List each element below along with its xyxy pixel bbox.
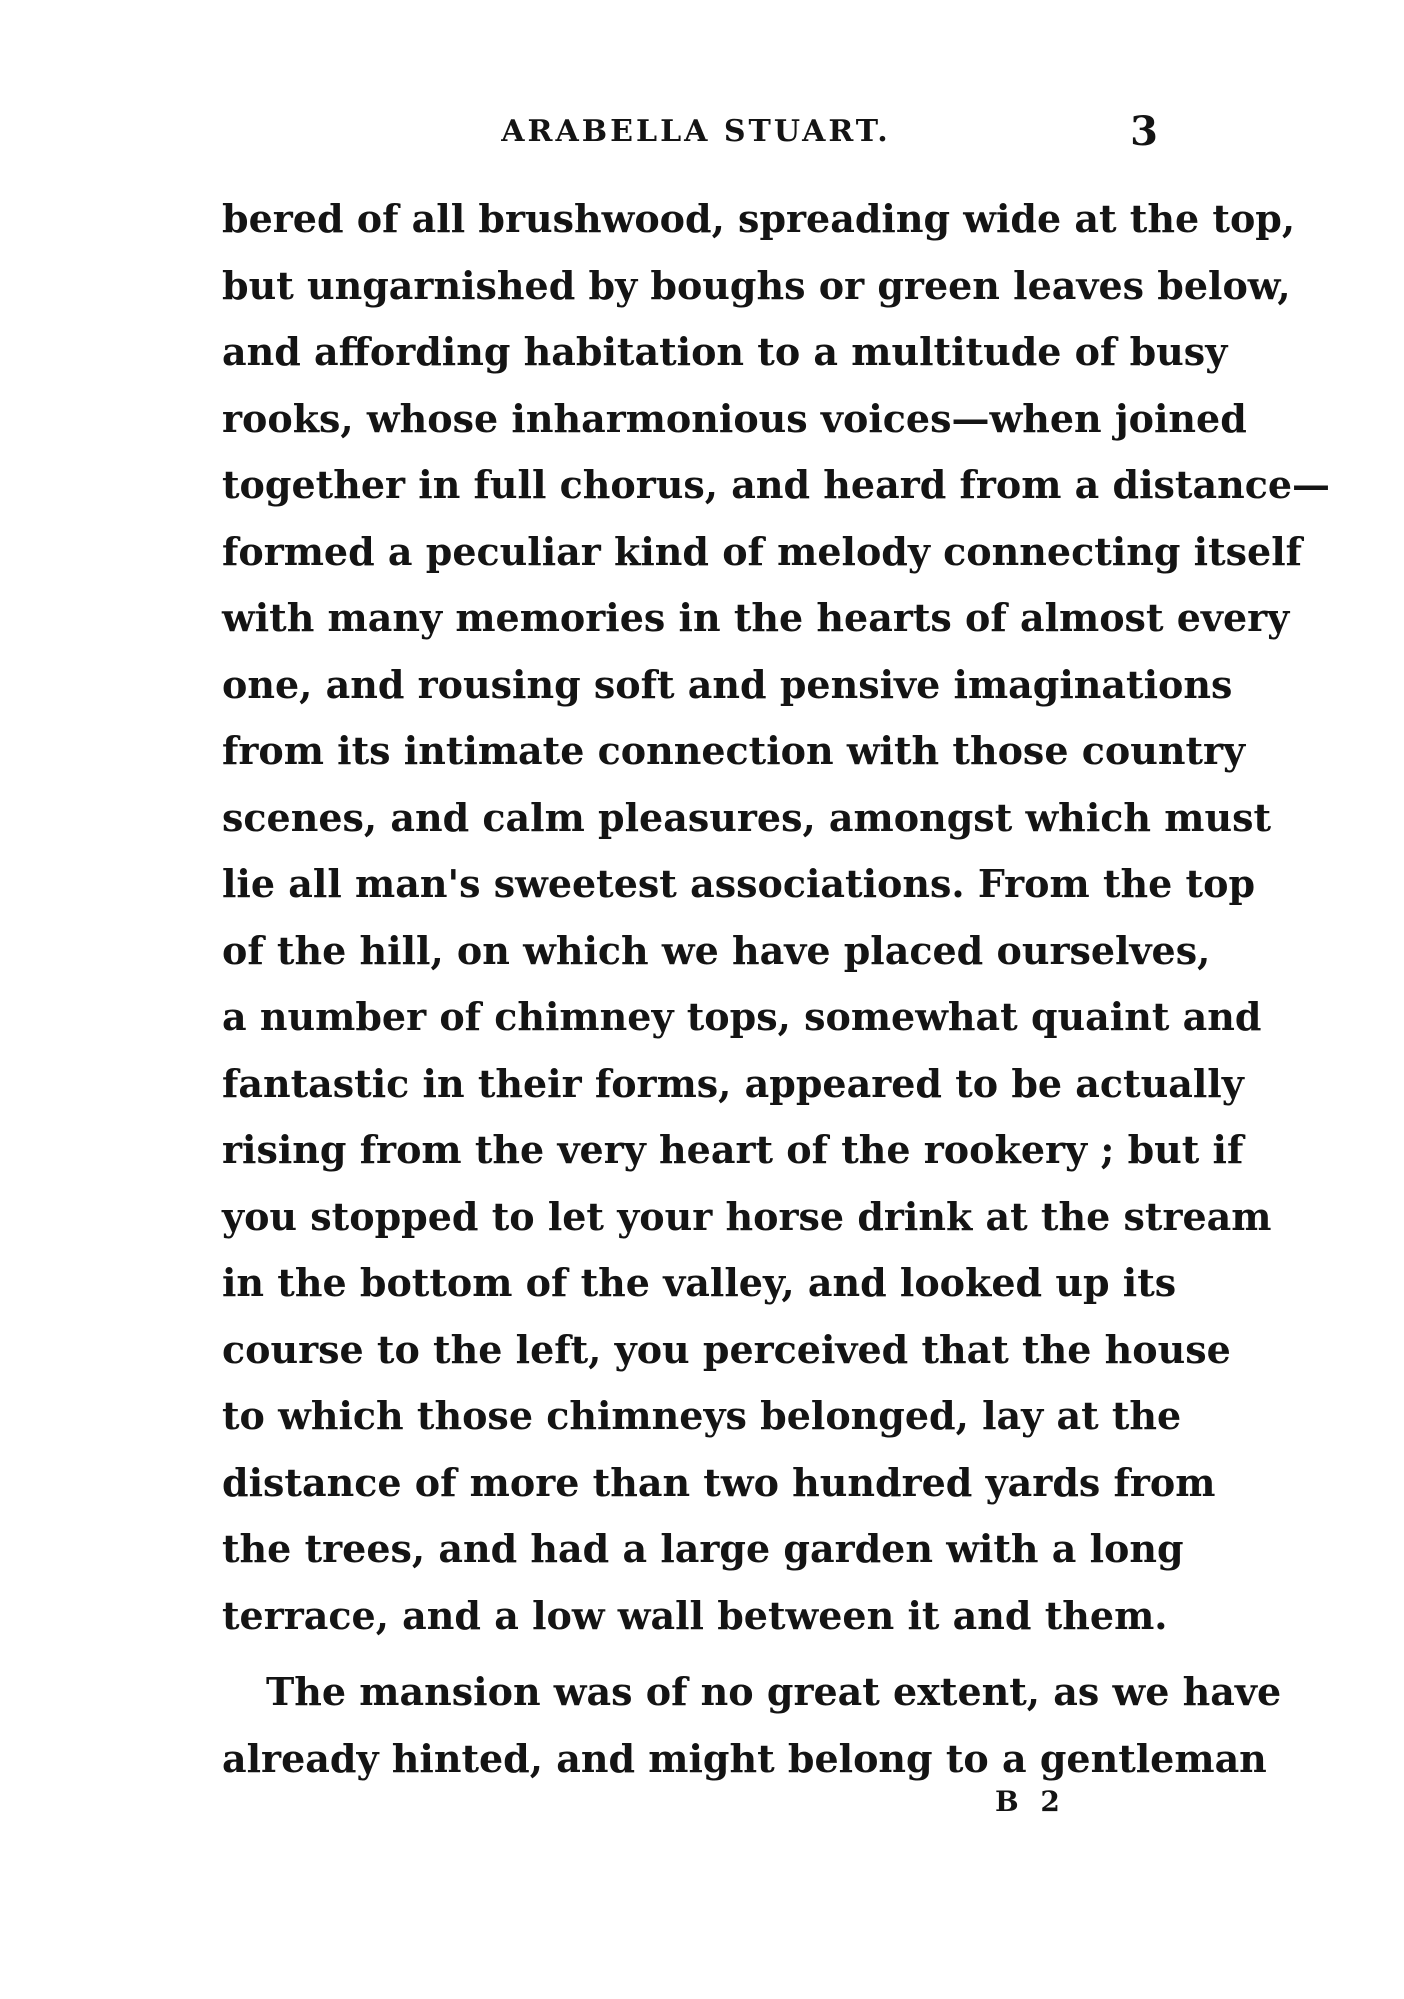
body-text xyxy=(222,186,1331,1792)
text-line: a number of chimney tops, somewhat quaint and xyxy=(222,994,1262,1039)
text-line: The mansion was of no great extent, as we have xyxy=(266,1669,1282,1714)
text-line: bered of all brushwood, spreading wide at the top, xyxy=(222,196,1296,241)
text-line: distance of more than two hundred yards from xyxy=(222,1459,1216,1505)
page-header xyxy=(230,108,1162,160)
text-line: rising from the very heart of the rookery ; but if xyxy=(222,1127,1244,1172)
paragraph xyxy=(222,186,1331,1649)
text-line: scenes, and calm pleasures, amongst which must xyxy=(222,794,1272,840)
text-line: of the hill, on which we have placed ourselves, xyxy=(222,927,1211,973)
text-line: you stopped to let your horse drink at the stream xyxy=(222,1193,1272,1239)
text-line: to which those chimneys belonged, lay at the xyxy=(222,1393,1182,1438)
text-line: rooks, whose inharmonious voices—when joined xyxy=(222,395,1247,441)
text-line: in the bottom of the valley, and looked up its xyxy=(222,1260,1177,1305)
text-line: with many memories in the hearts of almost every xyxy=(222,595,1290,640)
text-line: one, and rousing soft and pensive imaginations xyxy=(222,661,1233,707)
text-line: course to the left, you perceived that the house xyxy=(222,1326,1231,1372)
text-line: formed a peculiar kind of melody connecting itself xyxy=(222,528,1302,574)
text-line: from its intimate connection with those country xyxy=(222,728,1246,773)
text-line: lie all man's sweetest associations. From the top xyxy=(222,861,1256,906)
page-number: 3 xyxy=(1130,108,1158,155)
text-line: the trees, and had a large garden with a long xyxy=(222,1526,1184,1571)
paragraph-gap xyxy=(222,1649,1162,1659)
text-line: and affording habitation to a multitude of busy xyxy=(222,329,1228,374)
signature-mark: B 2 xyxy=(995,1785,1066,1818)
paragraph xyxy=(222,1659,1282,1792)
text-line: terrace, and a low wall between it and them. xyxy=(222,1592,1168,1638)
text-line: together in full chorus, and heard from a distance— xyxy=(222,462,1331,507)
text-line: already hinted, and might belong to a gentleman xyxy=(222,1735,1267,1781)
text-line: fantastic in their forms, appeared to be actually xyxy=(222,1060,1244,1106)
running-head: ARABELLA STUART. xyxy=(501,114,891,149)
text-line: but ungarnished by boughs or green leaves below, xyxy=(222,262,1291,308)
